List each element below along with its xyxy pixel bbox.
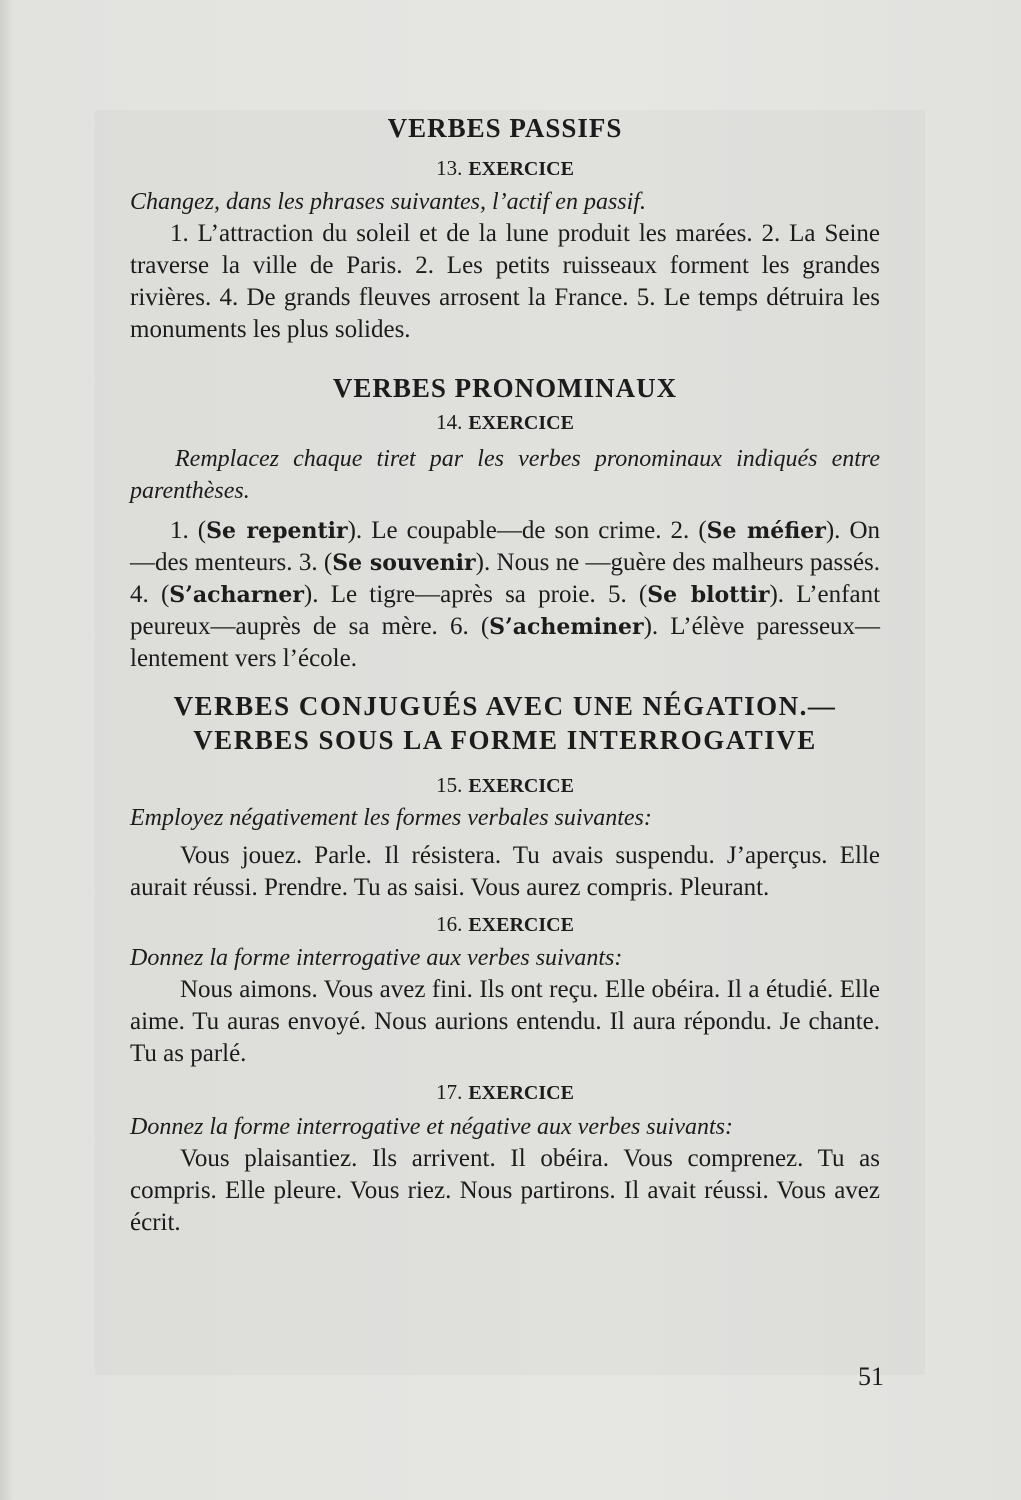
section-title-pronominaux: VERBES PRONOMINAUX xyxy=(332,372,678,403)
exercise-16-heading xyxy=(130,912,880,937)
page-number: 51 xyxy=(858,1362,884,1391)
exercise-number: 17. xyxy=(436,1079,463,1104)
item-text: Le coupable—de son crime. xyxy=(371,517,662,545)
exercise-number: 16. xyxy=(436,912,463,937)
section-title-passifs: VERBES PASSIFS xyxy=(387,113,623,143)
exercise-14-heading xyxy=(130,410,880,435)
item-number: 3. xyxy=(298,549,318,577)
exercise-15-heading xyxy=(130,773,880,798)
item-verb: S’acheminer xyxy=(489,614,644,641)
page-content xyxy=(130,112,880,1239)
item-verb: Se repentir xyxy=(206,518,348,545)
exercise-label: EXERCICE xyxy=(468,158,574,181)
exercise-14-instruction: Remplacez chaque tiret par les verbes pronominaux indiqués entre parenthèses. xyxy=(130,446,880,505)
exercise-17-instruction: Donnez la forme interrogative et négative aux verbes suivants: xyxy=(130,1113,733,1140)
exercise-number: 15. xyxy=(436,773,463,798)
item-number: 1. xyxy=(170,517,189,545)
exercise-17-text: Vous plaisantiez. Ils arrivent. Il obéira. Vous comprenez. Tu as compris. Elle pleure. Vous riez. Nous partirons. Il avait réussi. Vous avez écrit. xyxy=(130,1144,880,1236)
item-number: 4. xyxy=(130,581,149,609)
exercise-16-text: Nous aimons. Vous avez fini. Ils ont reçu. Elle obéira. Il a étudié. Elle aime. Tu auras envoyé. Nous aurions entendu. Il aura répondu. Je chante. Tu as parlé. xyxy=(130,975,880,1067)
exercise-16-instruction: Donnez la forme interrogative aux verbes suivants: xyxy=(130,944,623,971)
exercise-14-text: 1. (Se repentir). Le coupable—de son crime. 2. (Se méfier). On —des menteurs. 3. (Se souvenir). Nous ne —guère des malheurs passés. 4. (S’acharner). Le tigre—après sa proie. 5. (Se blottir). L’enfant peureux—auprès de sa mère. 6. (S’acheminer). L’élève paresseux—lentement vers l’école. xyxy=(130,517,881,673)
exercise-13-instruction: Changez, dans les phrases suivantes, l’actif en passif. xyxy=(130,188,646,215)
item-verb: Se blottir xyxy=(647,582,770,609)
item-text: Nous ne —guère des malheurs passés. xyxy=(496,549,881,577)
exercise-17-heading xyxy=(130,1080,880,1105)
item-number: 5. xyxy=(607,581,627,609)
item-text: L’élève paresseux—lentement vers l’école. xyxy=(130,613,881,673)
exercise-label: EXERCICE xyxy=(468,1081,574,1104)
exercise-13-text: 1. L’attraction du soleil et de la lune produit les marées. 2. La Seine traverse la ville de Paris. 2. Les petits ruisseaux forment les grandes rivières. 4. De grands fleuves arrosent la France. 5. Le temps détruira les monuments les plus solides. xyxy=(130,219,880,343)
item-verb: Se méfier xyxy=(706,518,826,545)
item-number: 6. xyxy=(449,613,469,641)
exercise-label: EXERCICE xyxy=(468,411,574,434)
section-title-negation: VERBES CONJUGUÉS AVEC UNE NÉGATION.— xyxy=(173,691,837,722)
item-text: L’enfant peureux—auprès de sa mère. xyxy=(130,581,881,641)
exercise-13-heading xyxy=(130,156,880,181)
exercise-number: 13. xyxy=(436,156,463,181)
item-number: 2. xyxy=(670,517,690,545)
exercise-label: EXERCICE xyxy=(468,914,574,937)
exercise-15-instruction: Employez négativement les formes verbales suivantes: xyxy=(130,805,652,832)
item-text: On —des menteurs. xyxy=(130,517,881,577)
section-title-interrogative: VERBES SOUS LA FORME INTERROGATIVE xyxy=(193,725,817,756)
item-verb: S’acharner xyxy=(169,582,304,609)
exercise-15-text: Vous jouez. Parle. Il résistera. Tu avais suspendu. J’aperçus. Elle aurait réussi. Prendre. Tu as saisi. Vous aurez compris. Pleurant. xyxy=(130,842,880,902)
item-verb: Se souvenir xyxy=(332,550,476,577)
exercise-label: EXERCICE xyxy=(468,775,574,798)
exercise-number: 14. xyxy=(436,409,463,434)
item-text: Le tigre—après sa proie. xyxy=(330,581,596,609)
